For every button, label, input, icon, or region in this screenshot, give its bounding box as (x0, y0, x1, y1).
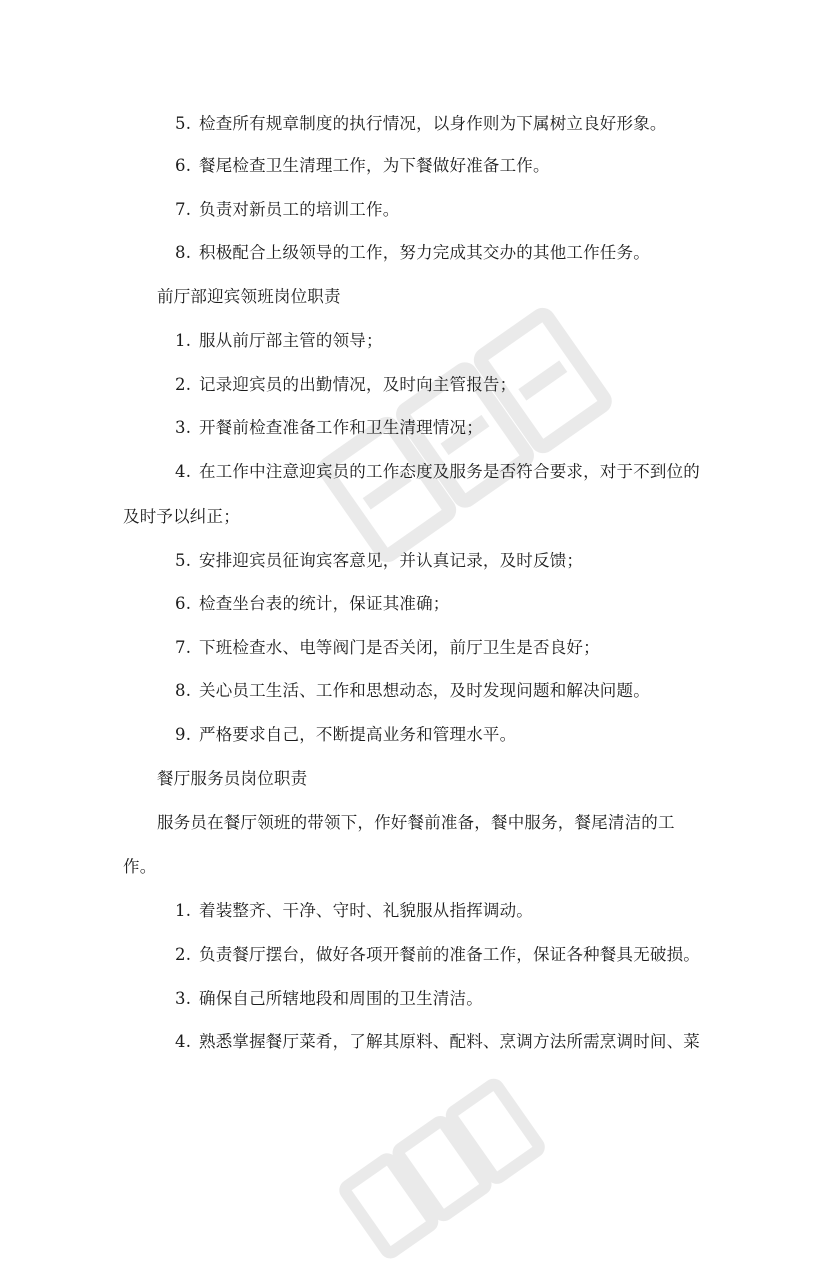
list-item (175, 900, 533, 922)
list-item-number: 1. (175, 331, 192, 350)
list-item-text: 检查坐台表的统计，保证其准确； (199, 594, 450, 613)
list-item-text: 积极配合上级领导的工作，努力完成其交办的其他工作任务。 (199, 243, 650, 262)
list-item (175, 242, 650, 264)
list-item-number: 4. (175, 462, 192, 481)
list-item (175, 374, 516, 396)
list-item (175, 155, 550, 177)
list-item (175, 550, 583, 572)
list-item-text: 关心员工生活、工作和思想动态，及时发现问题和解决问题。 (199, 681, 650, 700)
list-item-number: 5. (175, 551, 192, 570)
list-item-number: 2. (175, 375, 192, 394)
list-item-text: 严格要求自己，不断提高业务和管理水平。 (199, 725, 517, 744)
list-item-number: 6. (175, 594, 192, 613)
list-item-number: 5. (175, 114, 192, 133)
list-item (175, 637, 600, 659)
list-item-number: 9. (175, 725, 192, 744)
list-item-number: 6. (175, 156, 192, 175)
list-item-text: 记录迎宾员的出勤情况，及时向主管报告； (199, 375, 517, 394)
list-item-text: 熟悉掌握餐厅菜肴，了解其原料、配料、烹调方法所需烹调时间、菜 (199, 1032, 700, 1051)
section-heading (157, 768, 307, 790)
paragraph-text: 服务员在餐厅领班的带领下，作好餐前准备，餐中服务，餐尾清洁的工 (157, 813, 675, 832)
list-item-text: 餐尾检查卫生清理工作，为下餐做好准备工作。 (199, 156, 550, 175)
list-item-text: 负责餐厅摆台，做好各项开餐前的准备工作，保证各种餐具无破损。 (199, 945, 700, 964)
list-item-continuation (123, 506, 240, 528)
list-item (175, 593, 450, 615)
list-item (175, 199, 399, 221)
list-item (175, 461, 700, 483)
list-item-text: 下班检查水、电等阀门是否关闭，前厅卫生是否良好； (199, 638, 600, 657)
list-item-text: 检查所有规章制度的执行情况，以身作则为下属树立良好形象。 (199, 114, 667, 133)
list-item (175, 113, 667, 135)
list-item-text: 及时予以纠正； (123, 507, 240, 526)
list-item-number: 8. (175, 681, 192, 700)
list-item-number: 2. (175, 945, 192, 964)
list-item (175, 680, 650, 702)
list-item-text: 着装整齐、干净、守时、礼貌服从指挥调动。 (199, 901, 533, 920)
list-item (175, 724, 516, 746)
list-item-number: 3. (175, 418, 192, 437)
list-item (175, 417, 483, 439)
section-heading (157, 286, 341, 308)
list-item-number: 7. (175, 200, 192, 219)
section-heading-text: 餐厅服务员岗位职责 (157, 769, 308, 788)
list-item-text: 安排迎宾员征询宾客意见，并认真记录，及时反馈； (199, 551, 584, 570)
list-item-text: 服从前厅部主管的领导； (199, 331, 383, 350)
section-heading-text: 前厅部迎宾领班岗位职责 (157, 287, 341, 306)
list-item-number: 1. (175, 901, 192, 920)
watermark-seal-icon-bottom (330, 1060, 550, 1280)
list-item (175, 944, 700, 966)
paragraph-line (157, 812, 675, 834)
list-item-number: 3. (175, 989, 192, 1008)
list-item-text: 开餐前检查准备工作和卫生清理情况； (199, 418, 483, 437)
list-item (175, 988, 483, 1010)
list-item-text: 确保自己所辖地段和周围的卫生清洁。 (199, 989, 483, 1008)
list-item-text: 负责对新员工的培训工作。 (199, 200, 400, 219)
paragraph-text: 作。 (123, 857, 157, 876)
list-item-number: 7. (175, 638, 192, 657)
list-item-number: 8. (175, 243, 192, 262)
list-item (175, 1031, 700, 1053)
paragraph-line (123, 856, 156, 878)
list-item-text: 在工作中注意迎宾员的工作态度及服务是否符合要求，对于不到位的 (199, 462, 700, 481)
list-item-number: 4. (175, 1032, 192, 1051)
list-item (175, 330, 383, 352)
